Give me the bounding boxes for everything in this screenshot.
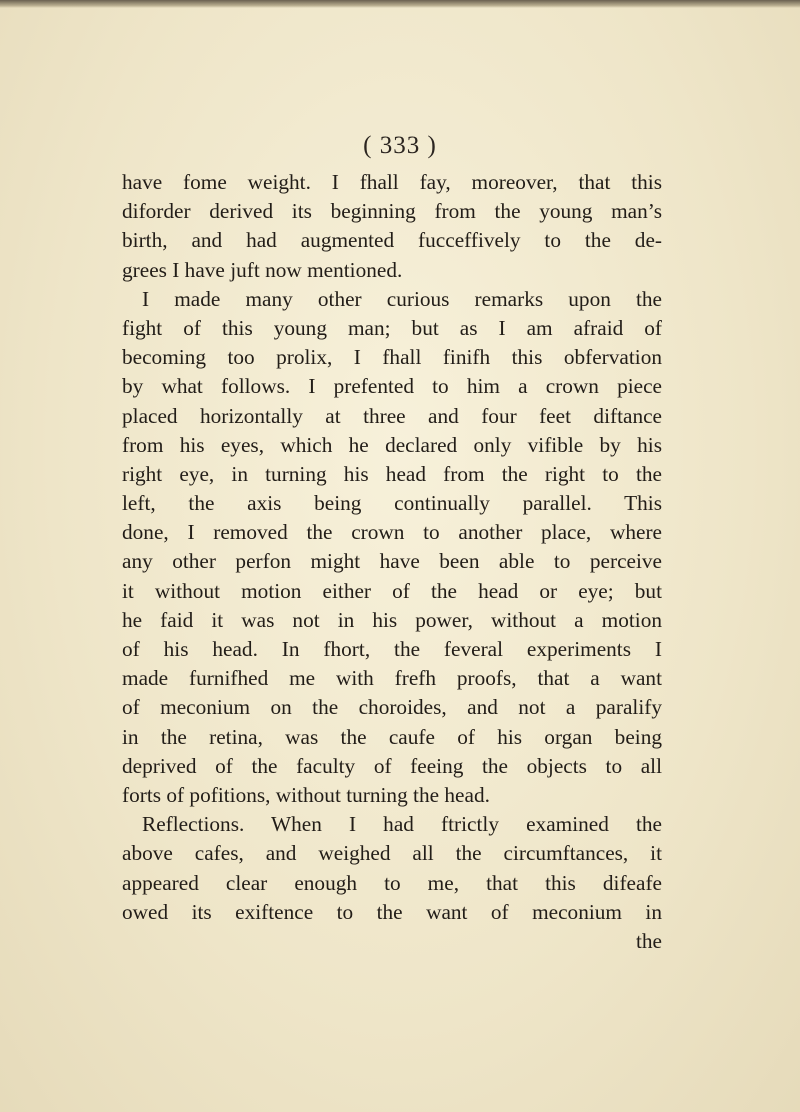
text-line: birth, and had augmented fucceffively to the de- [122,228,662,253]
page-top-edge [0,0,800,8]
text-line: above cafes, and weighed all the circumftances, it [122,841,662,866]
catchword: the [635,928,662,953]
text-line: any other perfon might have been able to perceive [122,549,662,574]
body-text [122,168,662,956]
text-line: becoming too prolix, I fhall finifh this obfervation [122,345,662,370]
text-line: done, I removed the crown to another place, where [122,520,662,545]
text-line: grees I have juft now mentioned. [122,257,403,282]
text-line: Reflections. When I had ftrictly examined the [142,812,662,837]
text-line: appeared clear enough to me, that this difeafe [122,870,662,895]
text-line: by what follows. I prefented to him a crown piece [122,374,662,399]
text-line: have fome weight. I fhall fay, moreover, that this [122,170,662,194]
text-line: diforder derived its beginning from the young man’s [122,199,662,224]
text-line: in the retina, was the caufe of his organ being [122,724,662,749]
text-line: deprived of the faculty of feeing the objects to all [122,753,662,778]
text-line: it without motion either of the head or eye; but [122,578,662,603]
page-number: ( 333 ) [363,132,437,159]
text-line: fight of this young man; but as I am afraid of [122,315,662,340]
text-line: he faid it was not in his power, without a motion [122,607,662,632]
text-line: from his eyes, which he declared only vifible by his [122,432,662,457]
text-line: of his head. In fhort, the feveral experiments I [122,637,662,661]
text-line: placed horizontally at three and four feet diftance [122,403,662,428]
text-line: left, the axis being continually parallel. This [122,491,662,516]
text-line: of meconium on the choroides, and not a paralify [122,695,662,720]
text-line: I made many other curious remarks upon the [142,286,662,311]
text-line: forts of pofitions, without turning the head. [122,782,490,807]
text-line: right eye, in turning his head from the right to the [122,461,662,486]
text-line: owed its exiftence to the want of meconium in [122,899,662,924]
text-line: made furnifhed me with frefh proofs, that a want [122,666,662,691]
